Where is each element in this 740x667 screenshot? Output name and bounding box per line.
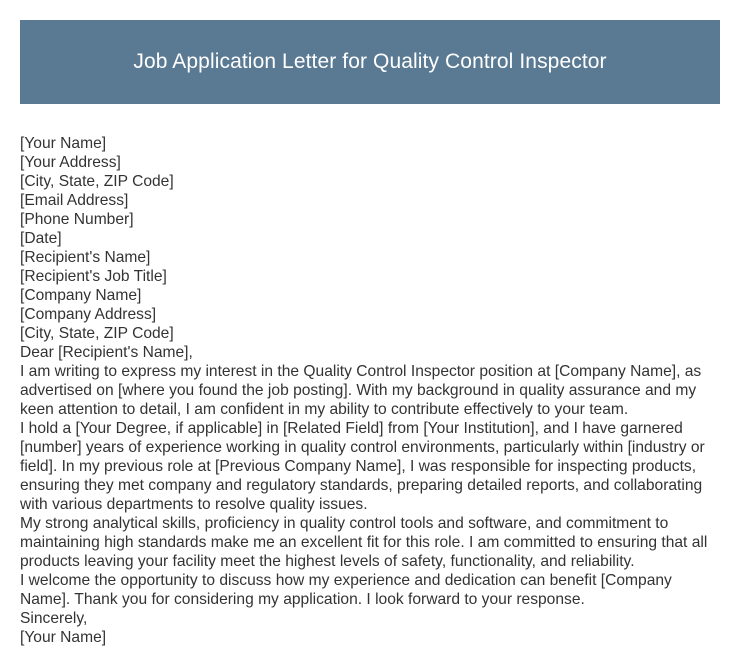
paragraph-interest: I am writing to express my interest in the Quality Control Inspector position at [Company Name], as advertised on [where you found the job posting]. With my background in quality assurance and my keen attention to detail, I am confident in my ability to contribute effectively to your team.: [20, 363, 702, 418]
paragraph-experience: I hold a [Your Degree, if applicable] in [Related Field] from [Your Institution], and I have garnered [number] years of experience working in quality control environments, particularly within [industry or field]. In my previous role at [Previous Company Name], I was responsible for inspecting products, ensuring they met company and regulatory standards, preparing detailed reports, and collaborating with various departments to resolve quality issues.: [20, 420, 705, 513]
letter-date: [Date]: [20, 230, 62, 247]
page-title: Job Application Letter for Quality Control Inspector: [133, 50, 607, 73]
recipient-job-title: [Recipient's Job Title]: [20, 268, 167, 285]
signature-name: [Your Name]: [20, 629, 107, 646]
letter-body: [20, 134, 720, 647]
recipient-address: [Company Address]: [20, 306, 157, 323]
sender-email: [Email Address]: [20, 192, 129, 209]
recipient-company: [Company Name]: [20, 287, 142, 304]
closing-phrase: Sincerely,: [20, 610, 88, 627]
recipient-city-state-zip: [City, State, ZIP Code]: [20, 325, 174, 342]
sender-phone: [Phone Number]: [20, 211, 134, 228]
paragraph-closing: I welcome the opportunity to discuss how my experience and dedication can benefit [Company Name]. Thank you for considering my application. I look forward to your response.: [20, 572, 672, 608]
salutation: Dear [Recipient's Name],: [20, 344, 193, 361]
header-banner: [20, 20, 720, 104]
recipient-name: [Recipient's Name]: [20, 249, 151, 266]
sender-address: [Your Address]: [20, 154, 121, 171]
sender-city-state-zip: [City, State, ZIP Code]: [20, 173, 174, 190]
paragraph-skills: My strong analytical skills, proficiency in quality control tools and software, and commitment to maintaining high standards make me an excellent fit for this role. I am committed to ensuring that all products leaving your facility meet the highest levels of safety, functionality, and reliability.: [20, 515, 708, 570]
sender-name: [Your Name]: [20, 135, 107, 152]
